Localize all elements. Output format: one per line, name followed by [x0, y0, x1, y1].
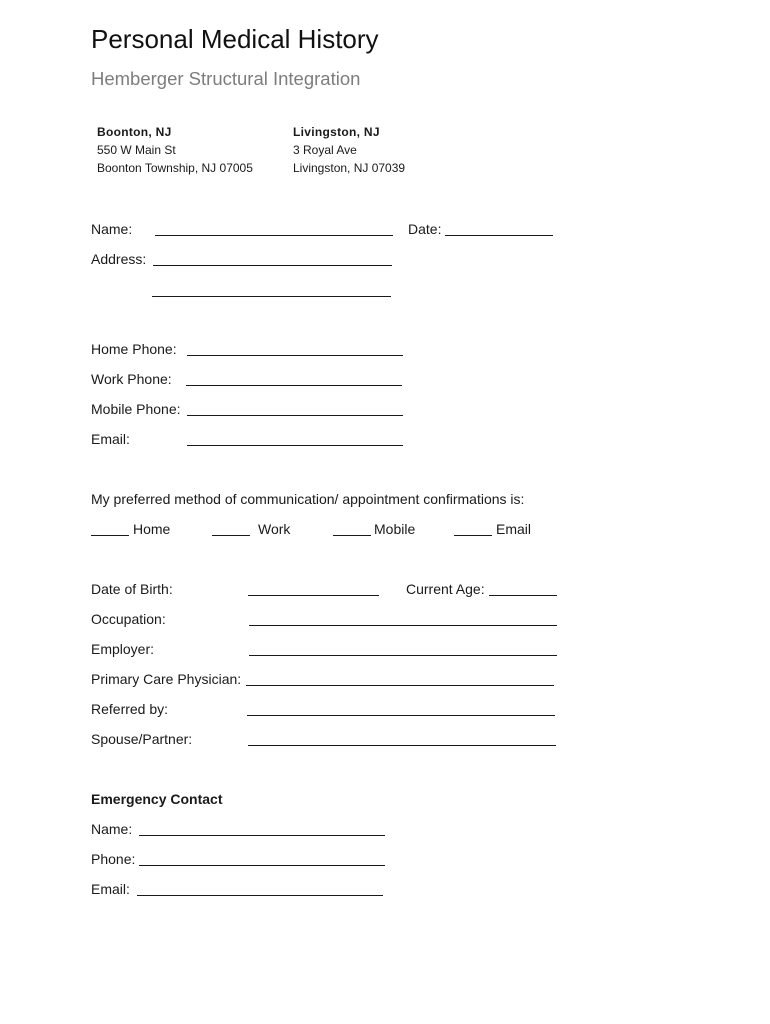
emergency-phone-label: Phone: — [91, 851, 136, 867]
home-phone-field[interactable] — [187, 355, 403, 356]
office-name: Livingston, NJ — [293, 125, 380, 139]
occupation-field[interactable] — [249, 625, 557, 626]
office-city: Boonton Township, NJ 07005 — [97, 161, 253, 175]
mobile-phone-label: Mobile Phone: — [91, 401, 181, 417]
emergency-phone-field[interactable] — [139, 865, 385, 866]
page-title: Personal Medical History — [91, 24, 379, 54]
address-field-line-2[interactable] — [152, 296, 391, 297]
home-option-blank[interactable] — [91, 535, 129, 536]
address-field-line-1[interactable] — [153, 265, 392, 266]
date-label: Date: — [408, 221, 442, 237]
referred-label: Referred by: — [91, 701, 169, 717]
employer-field[interactable] — [249, 655, 557, 656]
work-phone-field[interactable] — [186, 385, 402, 386]
physician-label: Primary Care Physician: — [91, 671, 242, 687]
email-field[interactable] — [187, 445, 403, 446]
office-livingston — [293, 123, 405, 177]
mobile-option-blank[interactable] — [333, 535, 371, 536]
email-label: Email: — [91, 431, 130, 447]
page-subtitle: Hemberger Structural Integration — [91, 68, 361, 89]
emergency-email-label: Email: — [91, 881, 130, 897]
address-label: Address: — [91, 251, 147, 267]
emergency-heading: Emergency Contact — [91, 791, 223, 807]
emergency-name-label: Name: — [91, 821, 133, 837]
mobile-option-label: Mobile — [374, 521, 416, 537]
work-option-blank[interactable] — [212, 535, 250, 536]
name-field[interactable] — [155, 235, 393, 236]
name-label: Name: — [91, 221, 133, 237]
dob-field[interactable] — [248, 595, 379, 596]
office-city: Livingston, NJ 07039 — [293, 161, 406, 175]
work-phone-label: Work Phone: — [91, 371, 172, 387]
office-boonton — [97, 123, 253, 177]
home-option-label: Home — [133, 521, 171, 537]
occupation-label: Occupation: — [91, 611, 166, 627]
email-option-blank[interactable] — [454, 535, 492, 536]
age-label: Current Age: — [406, 581, 485, 597]
emergency-name-field[interactable] — [139, 835, 385, 836]
home-phone-label: Home Phone: — [91, 341, 177, 357]
spouse-field[interactable] — [248, 745, 556, 746]
age-field[interactable] — [489, 595, 557, 596]
employer-label: Employer: — [91, 641, 155, 657]
physician-field[interactable] — [246, 685, 554, 686]
work-option-label: Work — [258, 521, 291, 537]
mobile-phone-field[interactable] — [187, 415, 403, 416]
communication-prompt: My preferred method of communication/ appointment confirmations is: — [91, 491, 525, 507]
referred-field[interactable] — [247, 715, 555, 716]
spouse-label: Spouse/Partner: — [91, 731, 193, 747]
emergency-email-field[interactable] — [137, 895, 383, 896]
dob-label: Date of Birth: — [91, 581, 173, 597]
office-name: Boonton, NJ — [97, 125, 172, 139]
office-street: 550 W Main St — [97, 143, 176, 157]
office-street: 3 Royal Ave — [293, 143, 357, 157]
email-option-label: Email — [496, 521, 532, 537]
date-field[interactable] — [445, 235, 553, 236]
